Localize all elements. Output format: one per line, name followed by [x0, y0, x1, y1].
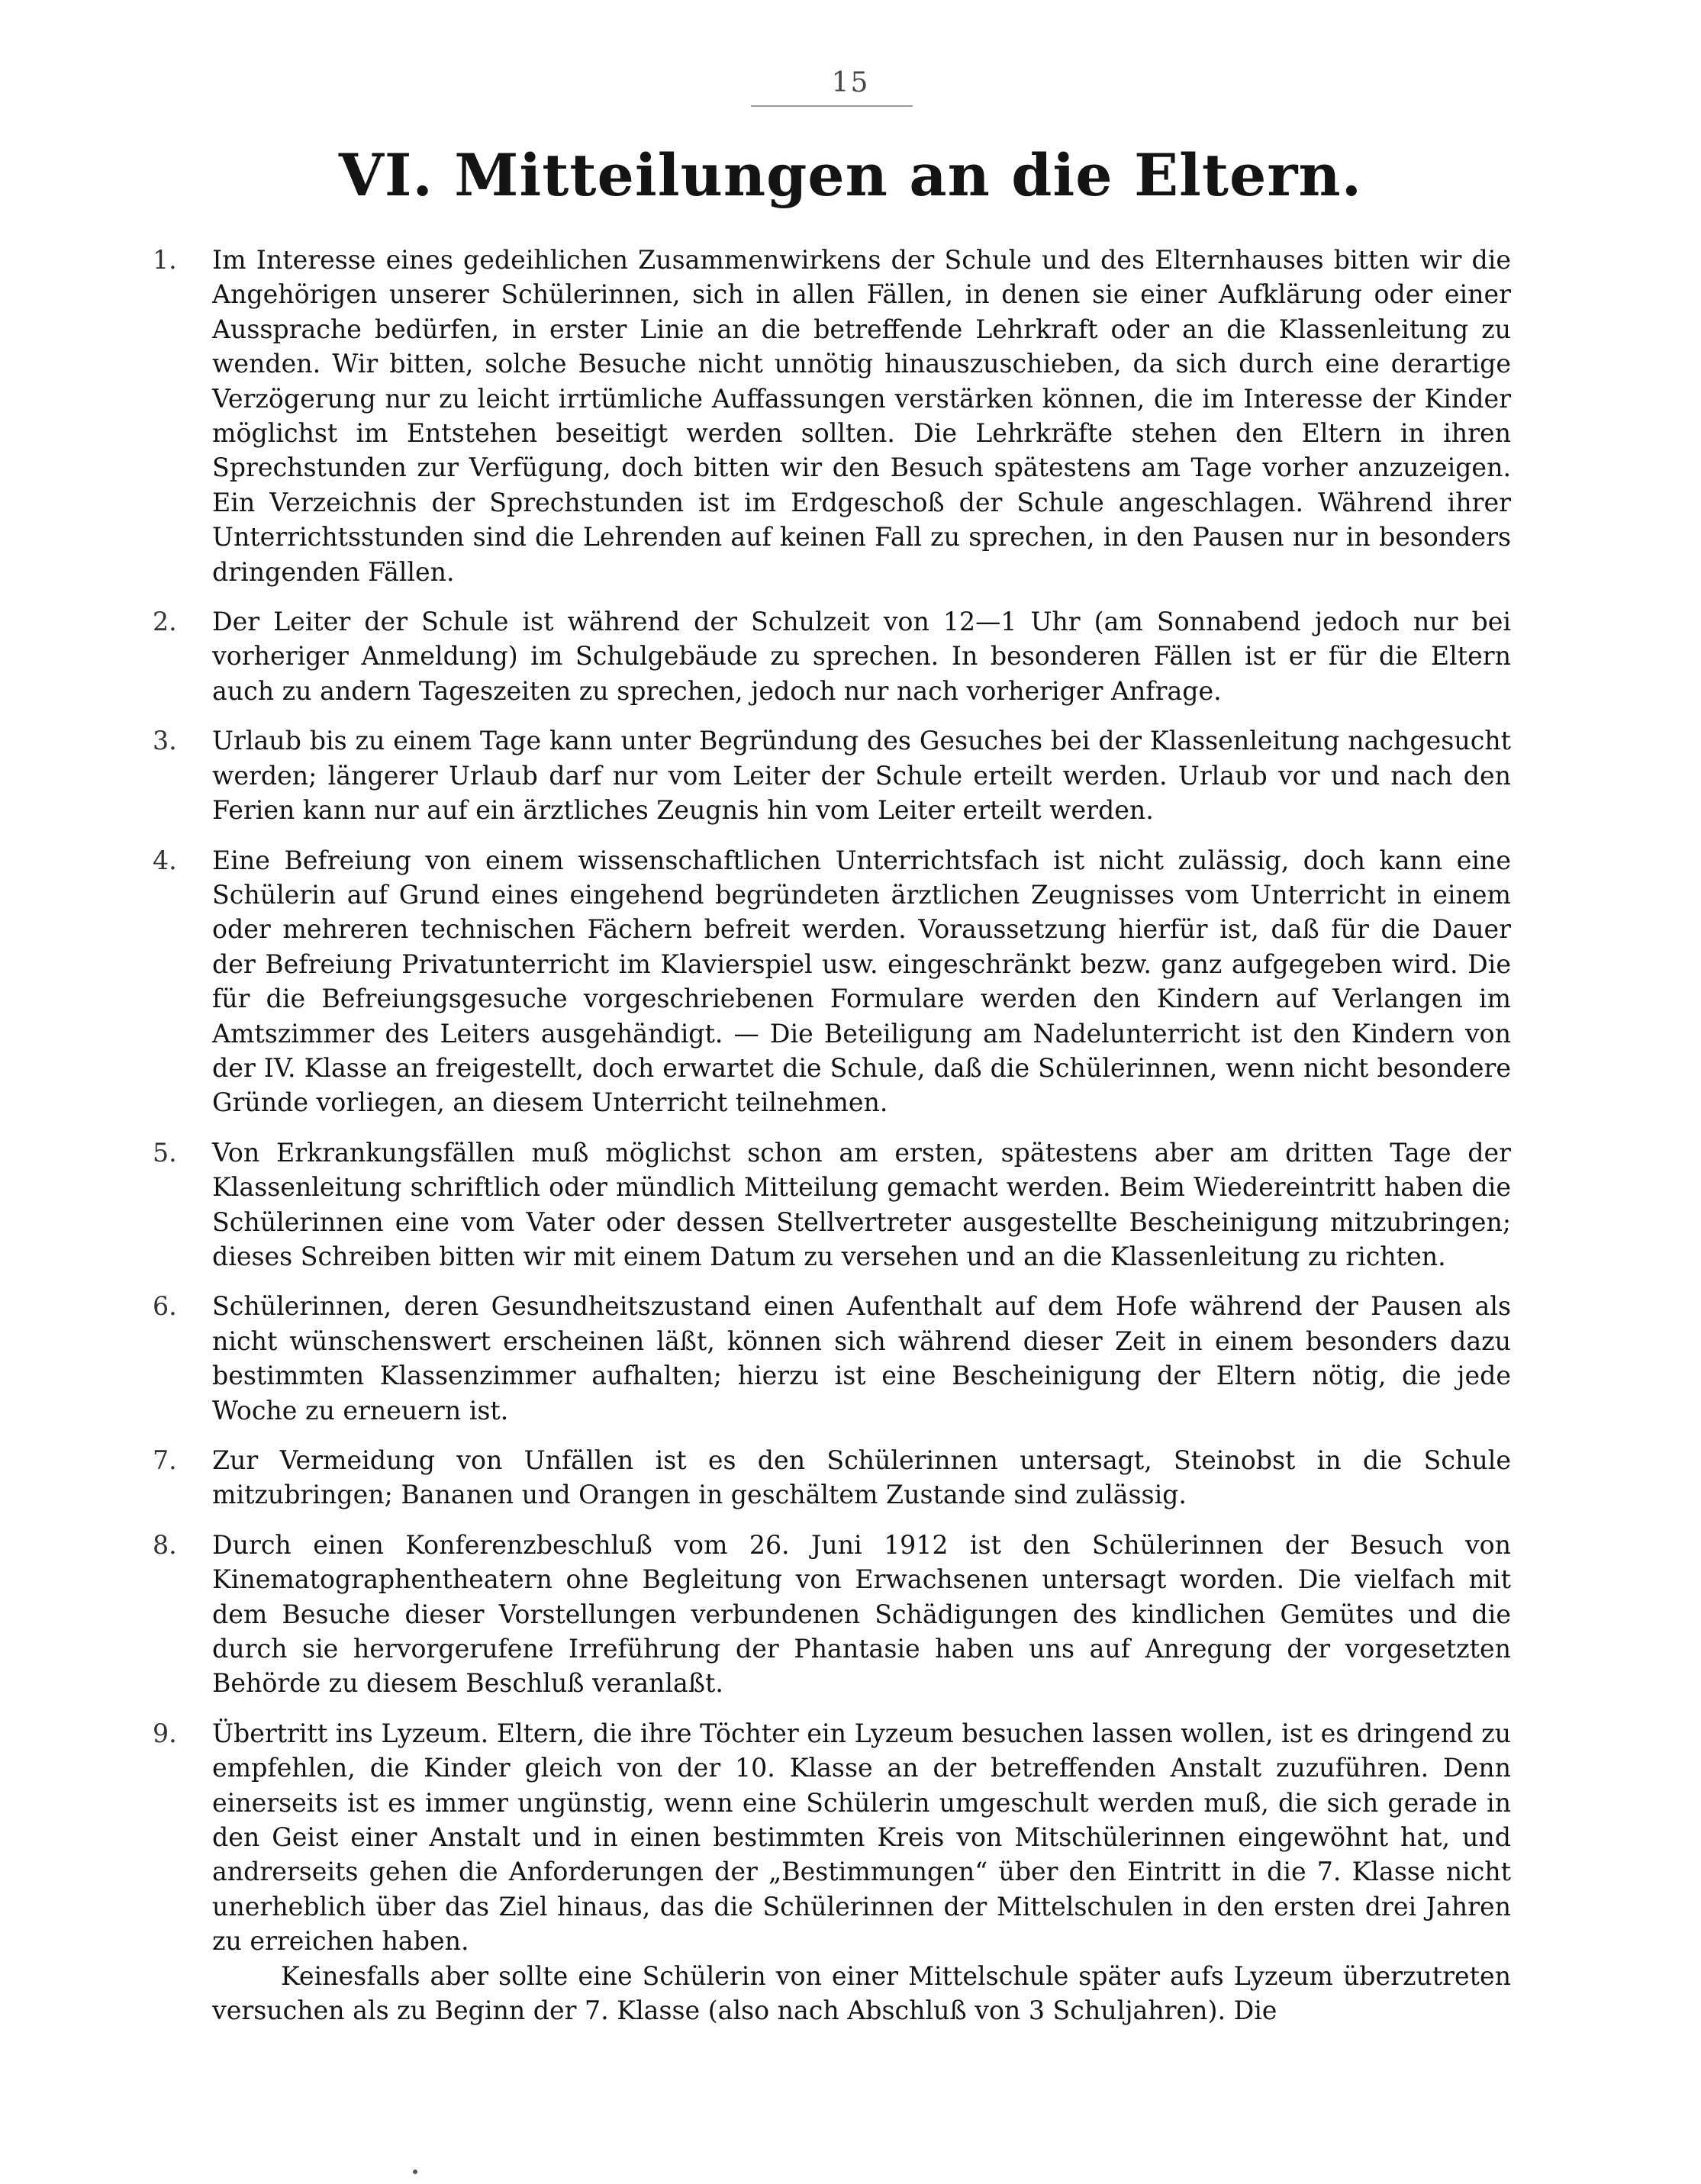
- notice-item: [153, 1716, 1511, 2028]
- notice-item: [153, 604, 1511, 708]
- notice-item: [153, 1135, 1511, 1274]
- notice-text: Von Erkrankungsfällen muß möglichst schon am ersten, spätestens aber am dritten Tage der Klassenleitung schriftlich oder mündlich Mitteilung gemacht werden. Beim Wiedereintritt haben die Schülerinnen eine vom Vater oder dessen Stellvertreter ausgestellte Bescheinigung mitzubringen; dieses Schreiben bitten wir mit einem Datum zu versehen und an die Klassenleitung zu richten.: [212, 1137, 1511, 1271]
- notice-text: Urlaub bis zu einem Tage kann unter Begründung des Gesuches bei der Klassenleitung nachgesucht werden; längerer Urlaub darf nur vom Leiter der Schule erteilt werden. Urlaub vor und nach den Ferien kann nur auf ein ärztliches Zeugnis hin vom Leiter erteilt werden.: [212, 726, 1511, 826]
- notice-item: [153, 1443, 1511, 1512]
- notice-item: [153, 1289, 1511, 1428]
- notice-item: [153, 843, 1511, 1120]
- header-rule: [751, 105, 913, 107]
- notice-number: 2.: [153, 607, 177, 637]
- notice-text: Übertritt ins Lyzeum. Eltern, die ihre Töchter ein Lyzeum besuchen lassen wollen, ist es dringend zu empfehlen, die Kinder gleich von der 10. Klasse an der betreffenden Anstalt zuzuführen. Denn einerseits ist es immer ungünstig, wenn eine Schülerin umgeschult werden muß, die sich gerade in den Geist einer Anstalt und in einen bestimmten Kreis von Mitschülerinnen eingewöhnt hat, und andrerseits gehen die Anforderungen der „Bestimmungen“ über den Eintritt in die 7. Klasse nicht unerheblich über das Ziel hinaus, das die Schülerinnen der Mittelschulen in den ersten drei Jahren zu erreichen haben.: [212, 1718, 1511, 1957]
- paper-speck: [413, 2170, 417, 2174]
- notice-item: [153, 1528, 1511, 1701]
- notice-text: Zur Vermeidung von Unfällen ist es den Schülerinnen untersagt, Steinobst in die Schule mitzubringen; Bananen und Orangen in geschältem Zustande sind zulässig.: [212, 1445, 1511, 1510]
- notice-text-continued: Keinesfalls aber sollte eine Schülerin von einer Mittelschule später aufs Lyzeum überzutreten versuchen als zu Beginn der 7. Klasse (also nach Abschluß von 3 Schuljahren). Die: [212, 1960, 1511, 2026]
- notice-number: 8.: [153, 1529, 177, 1560]
- notice-number: 4.: [153, 845, 177, 875]
- notice-number: 9.: [153, 1718, 177, 1748]
- notice-number: 7.: [153, 1445, 177, 1475]
- notice-text: Der Leiter der Schule ist während der Schulzeit von 12—1 Uhr (am Sonnabend jedoch nur bei vorheriger Anmeldung) im Schulgebäude zu sprechen. In besonderen Fällen ist er für die Eltern auch zu andern Tageszeiten zu sprechen, jedoch nur nach vorheriger Anfrage.: [212, 607, 1511, 706]
- page-title: VI. Mitteilungen an die Eltern.: [338, 141, 1363, 209]
- notice-text: Durch einen Konferenzbeschluß vom 26. Juni 1912 ist den Schülerinnen der Besuch von Kinematographentheatern ohne Begleitung von Erwachsenen untersagt worden. Die vielfach mit dem Besuche dieser Vorstellungen verbundenen Schädigungen des kindlichen Gemütes und die durch sie hervorgerufene Irreführung der Phantasie haben uns auf Anregung der vorgesetzten Behörde zu diesem Beschluß veranlaßt.: [212, 1529, 1511, 1699]
- notice-text: Eine Befreiung von einem wissenschaftlichen Unterrichtsfach ist nicht zulässig, doch kann eine Schülerin auf Grund eines eingehend begründeten ärztlichen Zeugnisses vom Unterricht in einem oder mehreren technischen Fächern befreit werden. Voraussetzung hierfür ist, daß für die Dauer der Befreiung Privatunterricht im Klavierspiel usw. eingeschränkt bezw. ganz aufgegeben wird. Die für die Befreiungsgesuche vorgeschriebenen Formulare werden den Kindern auf Verlangen im Amtszimmer des Leiters ausgehändigt. — Die Beteiligung am Nadelunterricht ist den Kindern von der IV. Klasse an freigestellt, doch erwartet die Schule, daß die Schülerinnen, wenn nicht besondere Gründe vorliegen, an diesem Unterricht teilnehmen.: [212, 845, 1511, 1118]
- notice-number: 3.: [153, 726, 177, 756]
- notice-text: Schülerinnen, deren Gesundheitszustand einen Aufenthalt auf dem Hofe während der Pausen als nicht wünschenswert erscheinen läßt, können sich während dieser Zeit in einem besonders dazu bestimmten Klassenzimmer aufhalten; hierzu ist eine Bescheinigung der Eltern nötig, die jede Woche zu erneuern ist.: [212, 1291, 1511, 1425]
- notice-number: 6.: [153, 1291, 177, 1322]
- notice-number: 1.: [153, 245, 177, 275]
- notice-number: 5.: [153, 1137, 177, 1168]
- notice-item: [153, 243, 1511, 589]
- notice-list: [153, 243, 1511, 2044]
- notice-text: Im Interesse eines gedeihlichen Zusammenwirkens der Schule und des Elternhauses bitten wir die Angehörigen unserer Schülerinnen, sich in allen Fällen, in denen sie einer Aufklärung oder einer Aussprache bedürfen, in erster Linie an die betreffende Lehrkraft oder an die Klassenleitung zu wenden. Wir bitten, solche Besuche nicht unnötig hinauszuschieben, da sich durch eine derartige Verzögerung nur zu leicht irrtümliche Auffassungen verstärken können, die im Interesse der Kinder möglichst im Entstehen beseitigt werden sollten. Die Lehrkräfte stehen den Eltern in ihren Sprechstunden zur Verfügung, doch bitten wir den Besuch spätestens am Tage vorher anzuzeigen. Ein Verzeichnis der Sprechstunden ist im Erdgeschoß der Schule angeschlagen. Während ihrer Unterrichtsstunden sind die Lehrenden auf keinen Fall zu sprechen, in den Pausen nur in besonders dringenden Fällen.: [212, 245, 1511, 587]
- page-number: 15: [831, 67, 870, 98]
- notice-item: [153, 723, 1511, 827]
